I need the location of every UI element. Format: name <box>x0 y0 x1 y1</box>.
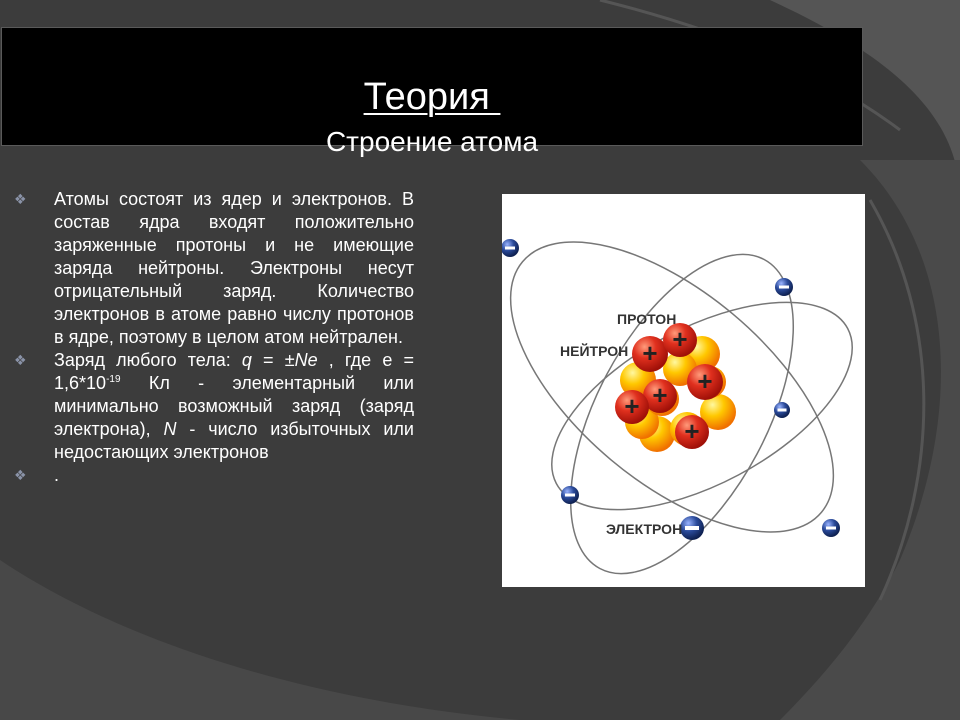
content-list <box>14 188 414 487</box>
paragraph-dot: . <box>54 465 60 485</box>
slide-title: Теория <box>363 76 501 118</box>
svg-text:+: + <box>642 338 658 368</box>
charge-intro: Заряд любого тела: <box>54 350 231 370</box>
bullet-icon: ❖ <box>14 467 27 483</box>
formula-pm-ne: ±Ne <box>284 350 318 370</box>
formula-eq: = <box>263 350 274 370</box>
list-item <box>14 464 414 487</box>
nucleus <box>615 323 736 452</box>
electron-particle <box>561 486 579 504</box>
atom-diagram <box>502 194 865 587</box>
electron-particle <box>502 239 519 257</box>
formula-q: q <box>241 350 252 370</box>
svg-text:+: + <box>672 324 688 354</box>
list-item <box>14 349 414 464</box>
proton-particle <box>687 364 723 400</box>
title-box <box>1 27 863 157</box>
list-item <box>14 188 414 349</box>
electron-particle <box>774 402 790 418</box>
charge-mid: , где е = 1,6*10 <box>54 350 414 393</box>
label-proton: ПРОТОН <box>617 311 677 327</box>
label-neutron: НЕЙТРОН <box>560 343 629 359</box>
proton-particle <box>615 390 649 424</box>
paragraph-atoms: Атомы состоят из ядер и электронов. В состав ядра входят положительно заряженные протоны и не имеющие заряда нейтроны. Электроны несут отрицательный заряд. Количество электронов в атоме равно числу протонов в ядре, поэтому в целом атом нейтрален. <box>54 189 414 347</box>
proton-particle <box>663 323 697 357</box>
proton-particle <box>632 336 668 372</box>
proton-particle <box>675 415 709 449</box>
bullet-icon: ❖ <box>14 191 27 207</box>
svg-text:+: + <box>697 366 713 396</box>
svg-text:+: + <box>652 380 668 410</box>
label-electron: ЭЛЕКТРОН <box>606 521 683 537</box>
svg-text:+: + <box>624 391 640 421</box>
bullet-icon: ❖ <box>14 352 27 368</box>
charge-after-exp: Кл - элементарный или минимально возможный заряд (заряд электрона), <box>54 373 414 439</box>
slide-subtitle: Строение атома <box>325 126 539 157</box>
electron-particle <box>680 516 704 540</box>
atom-figure <box>502 194 865 587</box>
formula-n: N <box>163 419 177 439</box>
svg-text:+: + <box>684 416 700 446</box>
exponent: -19 <box>106 374 121 385</box>
electron-particle <box>775 278 793 296</box>
charge-tail: - число избыточных или недостающих электронов <box>54 419 414 462</box>
electron-particle <box>822 519 840 537</box>
